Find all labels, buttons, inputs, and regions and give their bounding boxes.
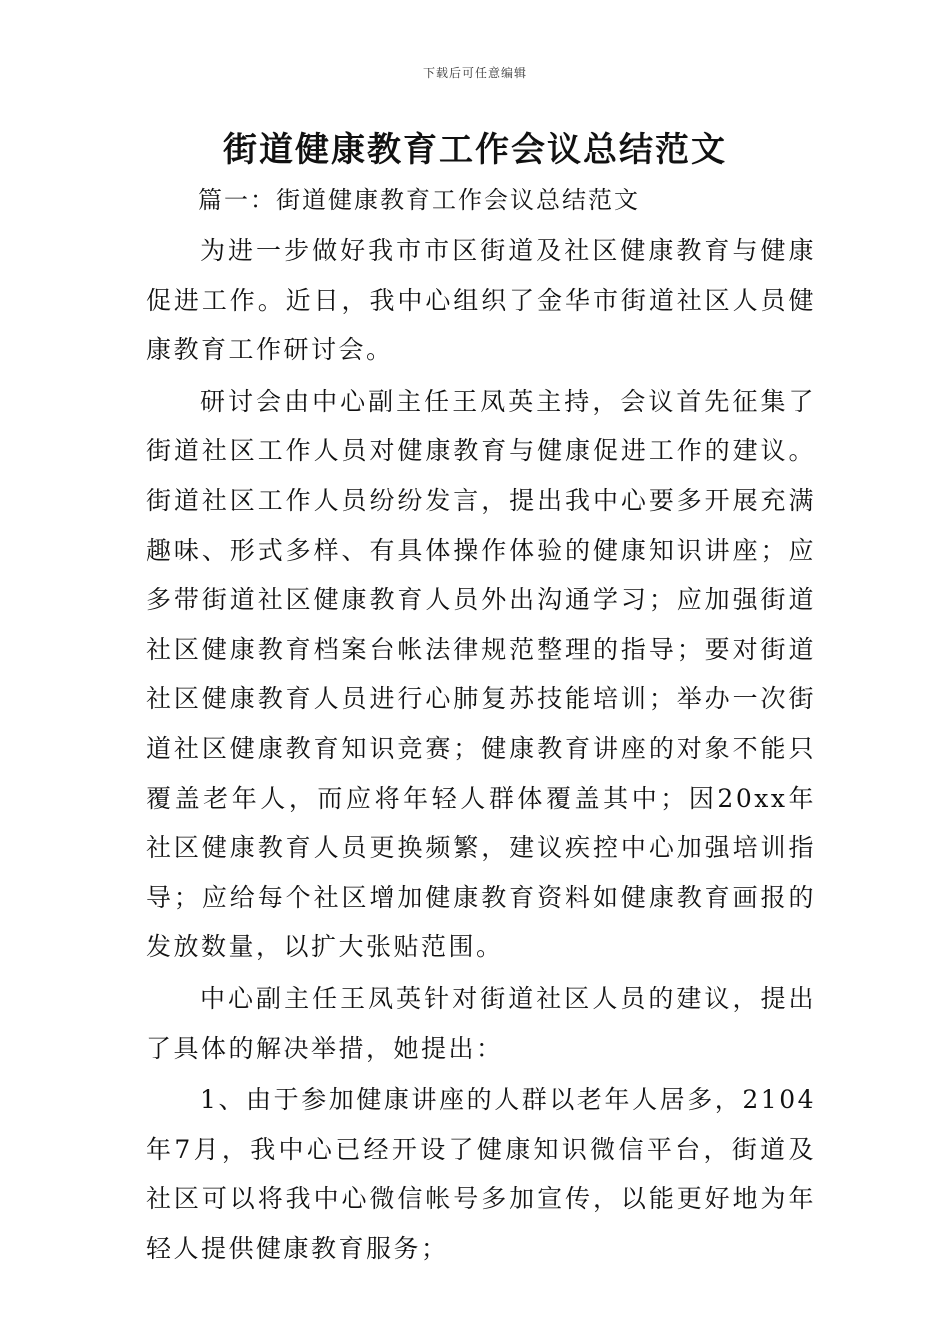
- document-title: 街道健康教育工作会议总结范文: [223, 130, 727, 170]
- section-heading: 篇一：街道健康教育工作会议总结范文: [198, 186, 640, 214]
- paragraph: 1、由于参加健康讲座的人群以老年人居多，2104年7月，我中心已经开设了健康知识微信平台，街道及社区可以将我中心微信帐号多加宣传，以能更好地为年轻人提供健康教育服务；: [146, 1085, 816, 1263]
- document-body: [146, 176, 816, 1273]
- paragraph: 中心副主任王凤英针对街道社区人员的建议，提出了具体的解决举措，她提出：: [146, 983, 816, 1063]
- paragraph: 为进一步做好我市市区街道及社区健康教育与健康促进工作。近日，我中心组织了金华市街道社区人员健康教育工作研讨会。: [146, 236, 816, 365]
- paragraph: 研讨会由中心副主任王凤英主持，会议首先征集了街道社区工作人员对健康教育与健康促进工作的建议。街道社区工作人员纷纷发言，提出我中心要多开展充满趣味、形式多样、有具体操作体验的健康知识讲座；应多带街道社区健康教育人员外出沟通学习；应加强街道社区健康教育档案台帐法律规范整理的指导；要对街道社区健康教育人员进行心肺复苏技能培训；举办一次街道社区健康教育知识竞赛；健康教育讲座的对象不能只覆盖老年人，而应将年轻人群体覆盖其中；因20xx年社区健康教育人员更换频繁，建议疾控中心加强培训指导；应给每个社区增加健康教育资料如健康教育画报的发放数量，以扩大张贴范围。: [146, 386, 816, 962]
- header-note: 下载后可任意编辑: [422, 66, 527, 80]
